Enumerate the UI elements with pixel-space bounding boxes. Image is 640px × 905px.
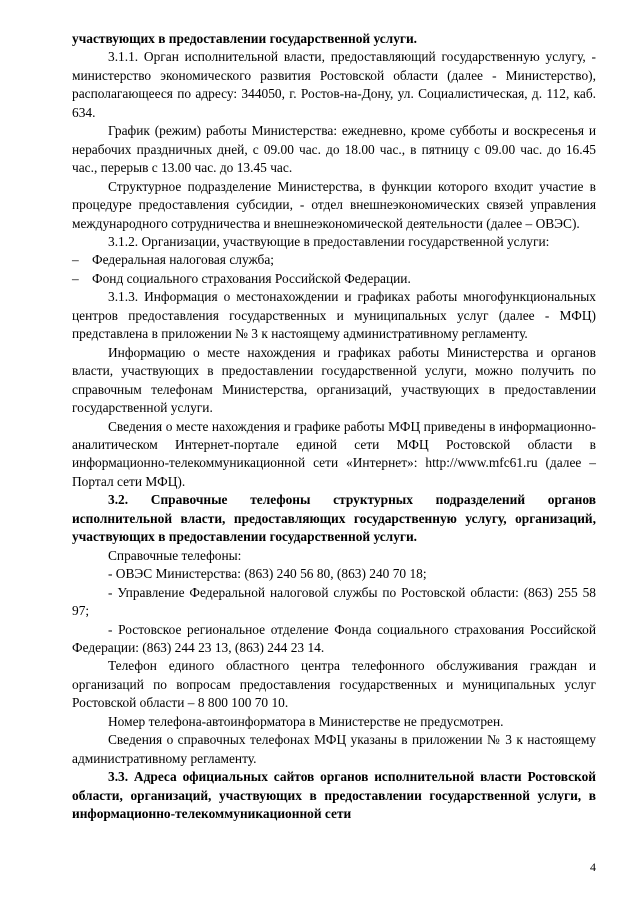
list-item-text: Фонд социального страхования Российской Федерации. [92, 270, 411, 286]
paragraph: - ОВЭС Министерства: (863) 240 56 80, (863) 240 70 18; [108, 566, 427, 582]
paragraph: - Ростовское региональное отделение Фонда социального страхования Российской Федерации: (863) 244 23 13, (863) 244 23 14. [72, 621, 596, 655]
page-number: 4 [590, 860, 596, 874]
list-item [72, 270, 596, 288]
paragraph: 3.1.1. Орган исполнительной власти, предоставляющий государственную услугу, - министерство экономического развития Ростовской области (далее - Министерство), располагающееся по адресу: 344050, г. Ростов-на-Дону, ул. Социалистическая, д. 112, каб. 634. [72, 49, 596, 120]
dash-marker: – [72, 252, 79, 268]
paragraph: - Управление Федеральной налоговой службы по Ростовской области: (863) 255 58 97; [72, 584, 596, 619]
paragraph: Справочные телефоны: [108, 547, 242, 563]
paragraph: Сведения о справочных телефонах МФЦ указаны в приложении № 3 к настоящему административному регламенту. [72, 732, 596, 766]
paragraph: Телефон единого областного центра телефонного обслуживания граждан и организаций по вопросам предоставления государственных и муниципальных услуг Ростовской области – 8 800 100 70 10. [72, 658, 596, 711]
paragraph: 3.1.2. Организации, участвующие в предоставлении государственной услуги: [108, 233, 550, 249]
paragraph: Сведения о месте нахождения и графике работы МФЦ приведены в информационно-аналитическом Интернет-портале единой сети МФЦ Ростовской области в информационно-телекоммуникационной сети «Интернет»: http://www.mfc61.ru (далее – Портал сети МФЦ). [72, 418, 596, 489]
paragraph: 3.1.3. Информация о местонахождении и графиках работы многофункциональных центров предоставления государственных и муниципальных услуг (далее - МФЦ) представлена в приложении № 3 к настоящему административному регламенту. [72, 289, 596, 342]
section-heading: 3.2. Справочные телефоны структурных подразделений органов исполнительной власти, предоставляющих государственную услугу, организаций, участвующих в предоставлении государственной услуги. [72, 492, 596, 545]
document-body [72, 30, 596, 823]
paragraph: Номер телефона-автоинформатора в Министерстве не предусмотрен. [108, 713, 504, 729]
section-heading: участвующих в предоставлении государственной услуги. [72, 31, 418, 46]
paragraph: График (режим) работы Министерства: ежедневно, кроме субботы и воскресенья и нерабочих праздничных дней, с 09.00 час. до 18.00 час., в пятницу с 09.00 час. до 16.45 час., перерыв с 13.00 час. до 13.45 час. [72, 123, 596, 176]
paragraph: Информацию о месте нахождения и графиках работы Министерства и органов власти, участвующих в предоставлении государственной услуги, можно получить по справочным телефонам Министерства, организаций, участвующих в предоставлении государственной услуги. [72, 344, 596, 416]
section-heading: 3.3. Адреса официальных сайтов органов исполнительной власти Ростовской области, организаций, участвующих в предоставлении государственной услуги, в информационно-телекоммуникационной сети [72, 769, 596, 822]
list-item [72, 251, 596, 269]
list-item-text: Федеральная налоговая служба; [92, 252, 275, 268]
paragraph: Структурное подразделение Министерства, в функции которого входит участие в процедуре предоставления субсидии, - отдел внешнеэкономических связей управления международного сотрудничества и внешнеэкономической деятельности (далее – ОВЭС). [72, 178, 596, 231]
dash-marker: – [72, 270, 79, 286]
